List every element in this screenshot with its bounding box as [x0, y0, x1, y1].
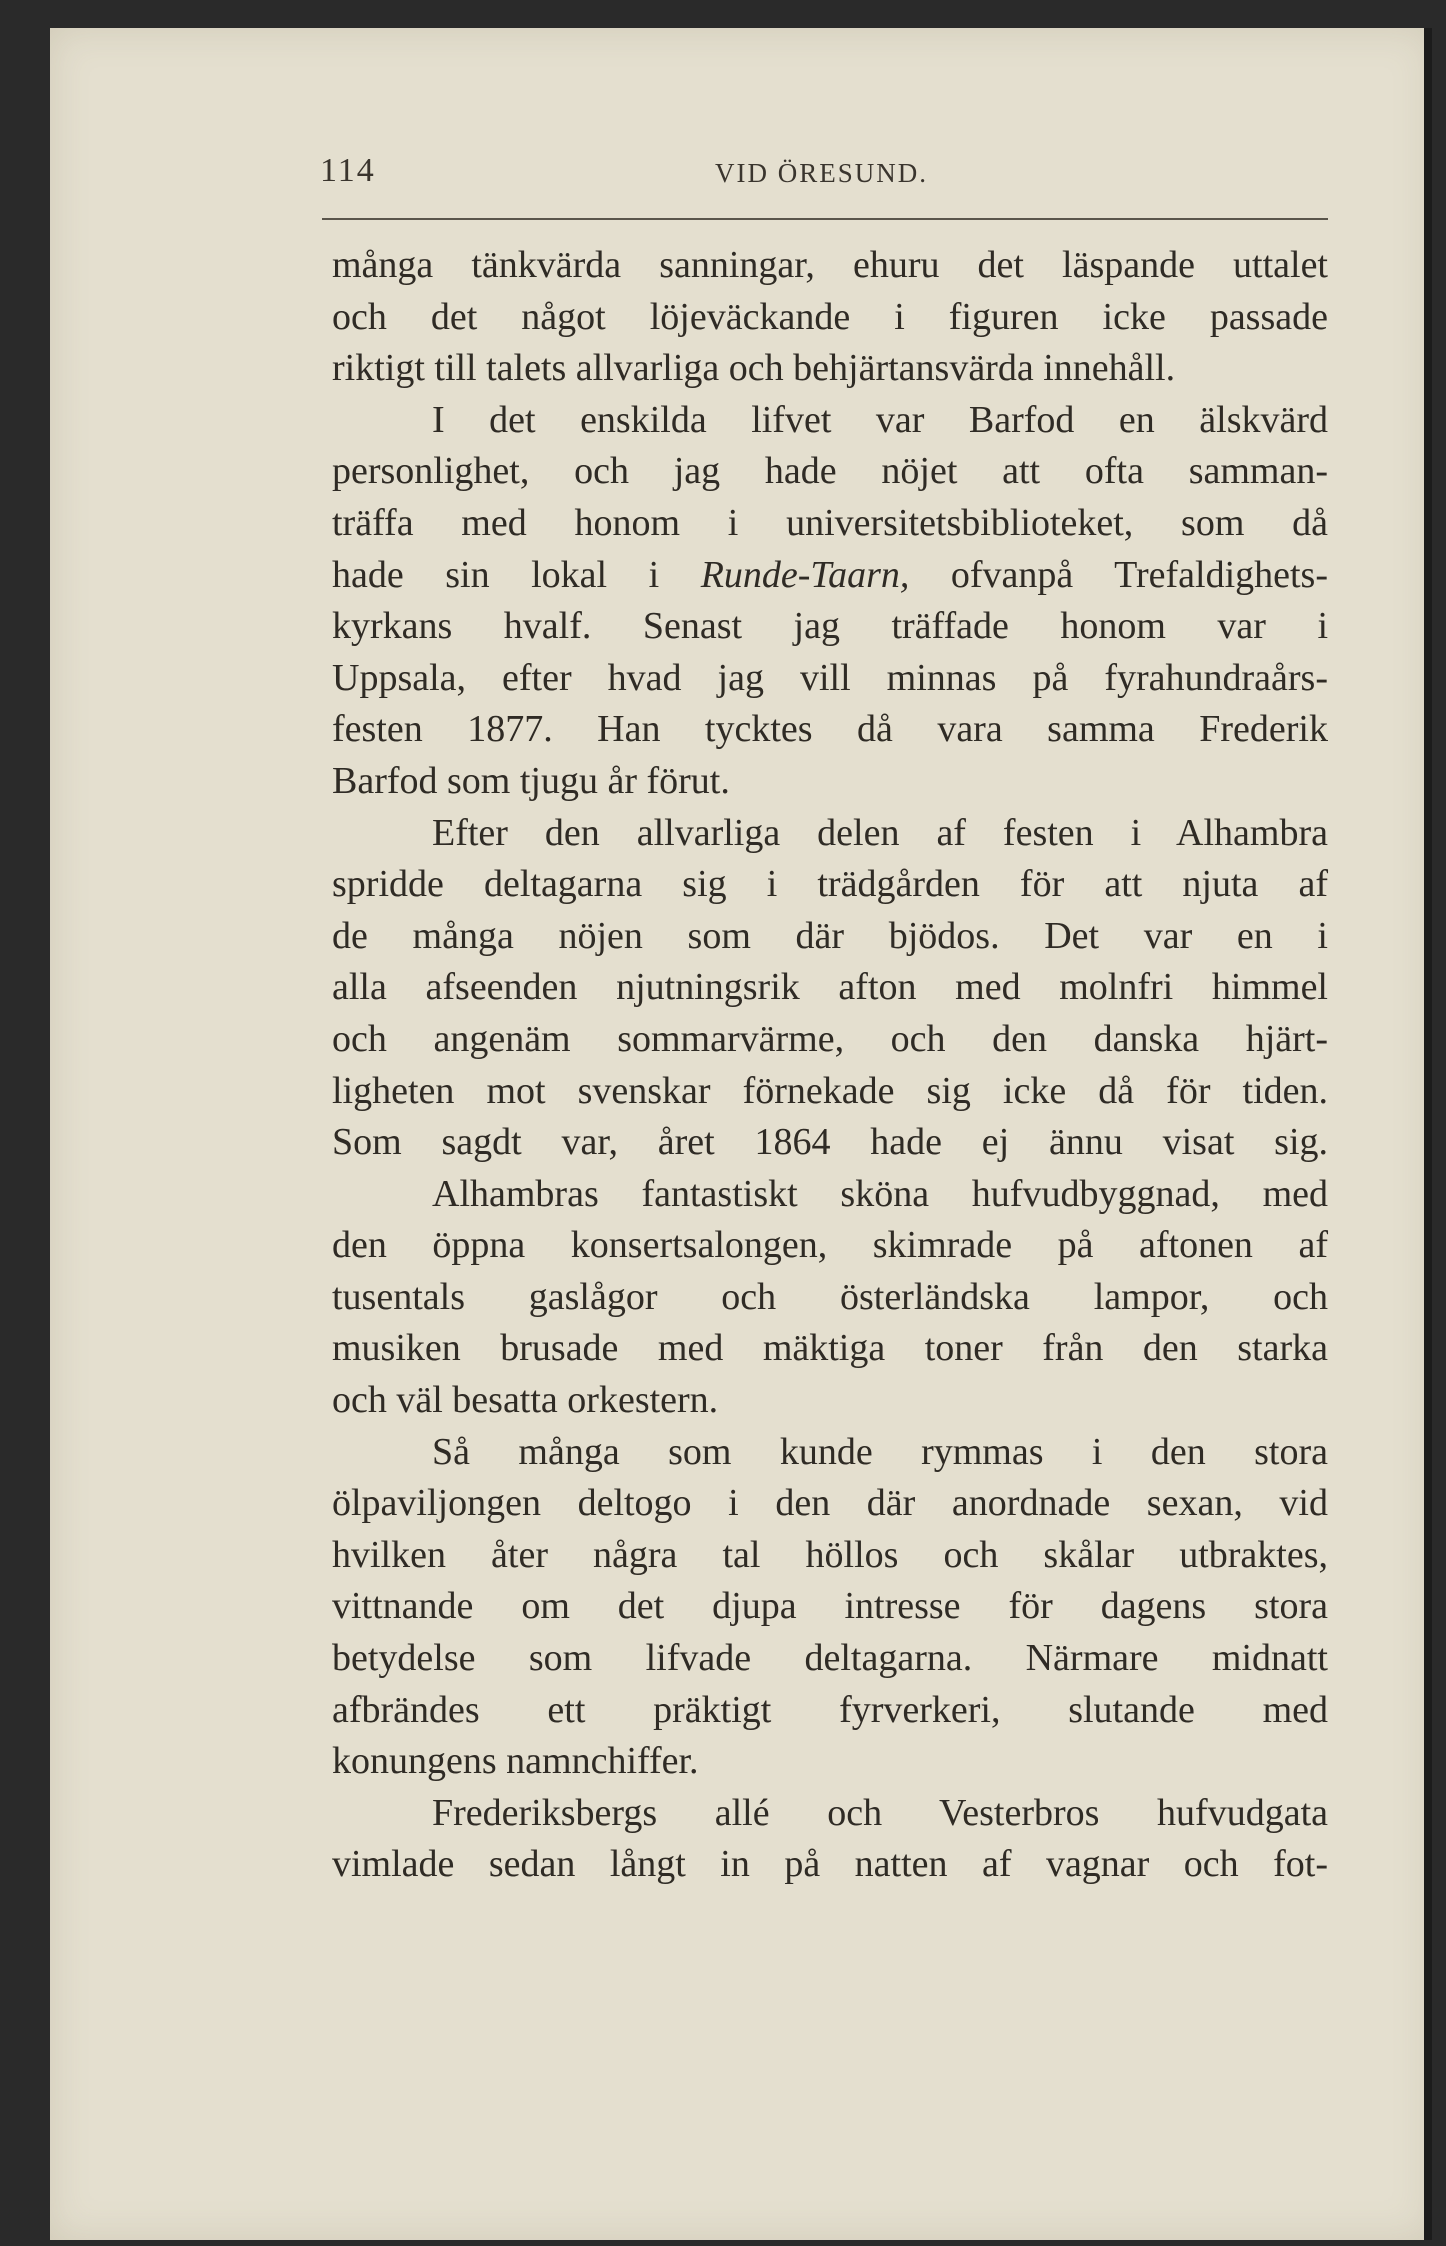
text-line: konungens namnchiffer.: [332, 1740, 699, 1783]
text-line: många tänkvärda sanningar, ehuru det läspande uttalet: [332, 244, 1328, 286]
text-line: festen 1877. Han tycktes då vara samma Frederik: [332, 708, 1328, 751]
text-line: riktigt till talets allvarliga och behjärtansvärda innehåll.: [332, 347, 1176, 390]
text-line: ölpaviljongen deltogo i den där anordnade sexan, vid: [332, 1482, 1328, 1525]
text-line: tusentals gaslågor och österländska lampor, och: [332, 1275, 1328, 1318]
text-line: musiken brusade med mäktiga toner från den starka: [332, 1327, 1328, 1370]
text-segment: hade sin lokal i: [332, 553, 701, 596]
page-edge: [1424, 28, 1432, 2240]
text-line: kyrkans hvalf. Senast jag träffade honom var i: [332, 605, 1328, 648]
text-line: träffa med honom i universitetsbiblioteket, som då: [332, 501, 1328, 544]
text-line: [332, 550, 1328, 602]
text-line: personlighet, och jag hade nöjet att ofta samman-: [332, 450, 1328, 493]
text-line: I det enskilda lifvet var Barfod en älskvärd: [432, 398, 1328, 441]
text-line: och angenäm sommarvärme, och den danska hjärt-: [332, 1017, 1328, 1060]
text-line: Som sagdt var, året 1864 hade ej ännu visat sig.: [332, 1121, 1328, 1164]
italic-place-name: Runde-Taarn,: [700, 553, 910, 596]
text-segment: ofvanpå Trefaldighets-: [909, 553, 1328, 596]
text-line: Alhambras fantastiskt sköna hufvudbyggnad, med: [432, 1172, 1328, 1215]
text-line: vittnande om det djupa intresse för dagens stora: [332, 1585, 1328, 1628]
text-line: spridde deltagarna sig i trädgården för att njuta af: [332, 863, 1328, 906]
running-head: VID ÖRESUND.: [715, 158, 928, 188]
text-line: Frederiksbergs allé och Vesterbros hufvudgata: [432, 1791, 1328, 1834]
text-line: Barfod som tjugu år förut.: [332, 759, 730, 802]
text-line: alla afseenden njutningsrik afton med molnfri himmel: [332, 966, 1328, 1009]
text-line: den öppna konsertsalongen, skimrade på aftonen af: [332, 1224, 1328, 1267]
text-line: afbrändes ett präktigt fyrverkeri, slutande med: [332, 1688, 1328, 1731]
text-line: hvilken åter några tal höllos och skålar utbraktes,: [332, 1533, 1328, 1576]
text-line: Så många som kunde rymmas i den stora: [432, 1430, 1328, 1473]
text-line: och väl besatta orkestern.: [332, 1379, 719, 1422]
page-number: 114: [320, 152, 376, 189]
text-line: de många nöjen som där bjödos. Det var en i: [332, 914, 1328, 957]
text-line: ligheten mot svenskar förnekade sig icke då för tiden.: [332, 1069, 1328, 1112]
page-header: [320, 150, 1330, 210]
text-line: vimlade sedan långt in på natten af vagnar och fot-: [332, 1843, 1328, 1886]
header-rule: [322, 218, 1328, 220]
body-text: [332, 240, 1328, 1891]
text-line: Efter den allvarliga delen af festen i Alhambra: [432, 811, 1328, 854]
text-line: betydelse som lifvade deltagarna. Närmare midnatt: [332, 1637, 1328, 1680]
text-line: och det något löjeväckande i figuren icke passade: [332, 295, 1328, 338]
text-line: Uppsala, efter hvad jag vill minnas på fyrahundraårs-: [332, 656, 1328, 699]
